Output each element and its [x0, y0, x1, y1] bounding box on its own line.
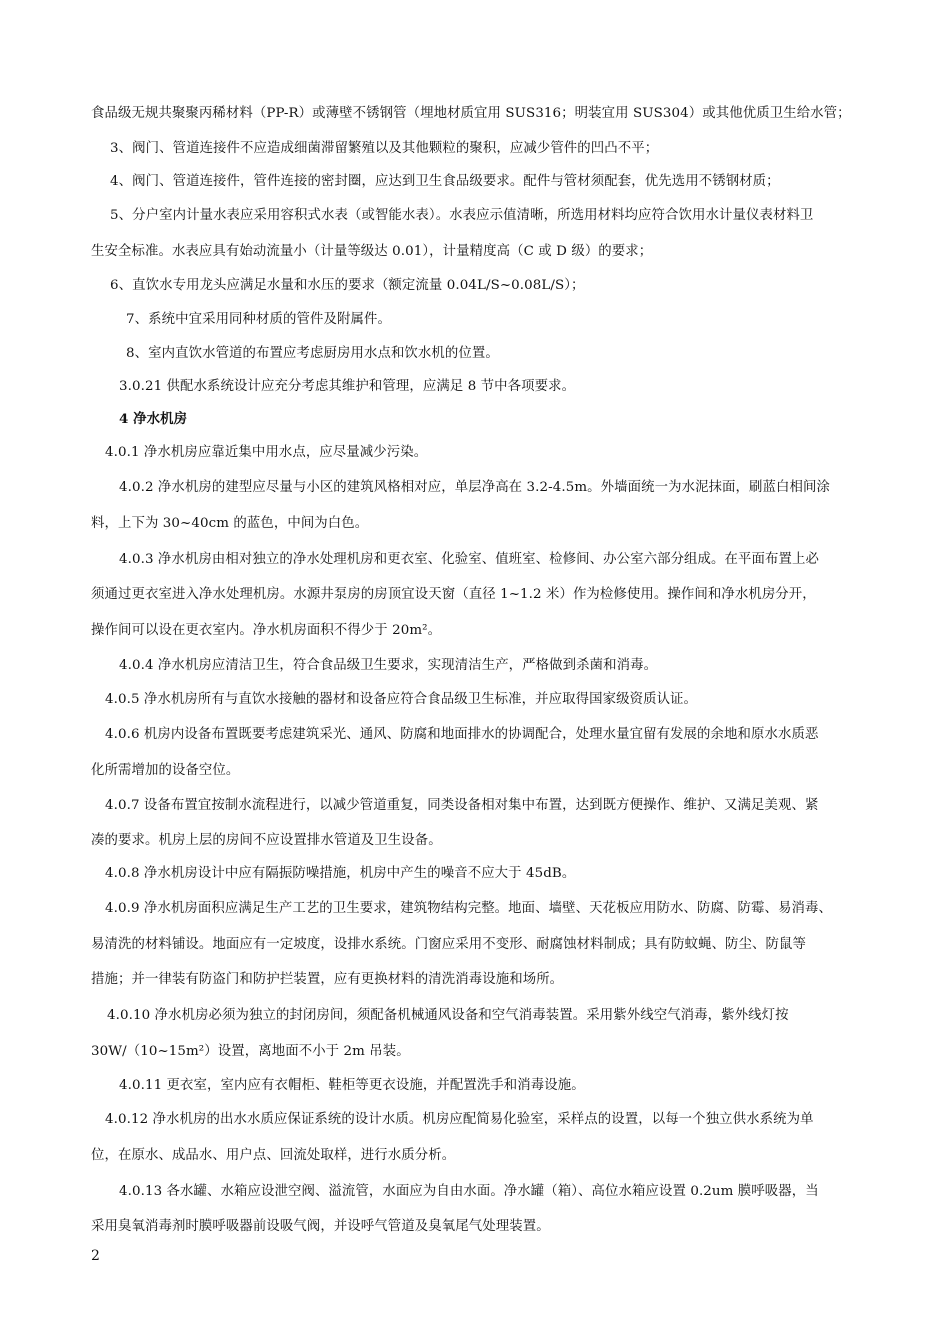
- text-line: 4.0.7 设备布置宜按制水流程进行，以减少管道重复，同类设备相对集中布置，达到既方便操作、维护、又满足美观、紧: [105, 798, 819, 813]
- page-number: 2: [91, 1248, 100, 1264]
- text-line: 生安全标准。水表应具有始动流量小（计量等级达 0.01），计量精度高（C 或 D 级）的要求；: [91, 244, 653, 259]
- text-line: 4、阀门、管道连接件，管件连接的密封圈，应达到卫生食品级要求。配件与管材须配套，优先选用不锈钢材质；: [110, 174, 780, 189]
- text-line: 4.0.4 净水机房应清洁卫生，符合食品级卫生要求，实现清洁生产，严格做到杀菌和消毒。: [119, 658, 658, 673]
- section-heading: 4 净水机房: [119, 411, 188, 427]
- text-line: 须通过更衣室进入净水处理机房。水源井泵房的房顶宜设天窗（直径 1~1.2 米）作为检修使用。操作间和净水机房分开，: [91, 587, 816, 602]
- text-line: 食品级无规共聚聚丙稀材料（PP-R）或薄壁不锈钢管（埋地材质宜用 SUS316；明装宜用 SUS304）或其他优质卫生给水管；: [91, 106, 851, 121]
- text-line: 凑的要求。机房上层的房间不应设置排水管道及卫生设备。: [91, 833, 442, 848]
- text-line: 措施；并一律装有防盗门和防护拦装置，应有更换材料的清洗消毒设施和场所。: [91, 972, 564, 987]
- text-line: 4.0.8 净水机房设计中应有隔振防噪措施，机房中产生的噪音不应大于 45dB。: [105, 866, 576, 881]
- text-line: 5、分户室内计量水表应采用容积式水表（或智能水表）。水表应示值清晰，所选用材料均应符合饮用水计量仪表材料卫: [110, 208, 814, 223]
- text-line: 7、系统中宜采用同种材质的管件及附属件。: [126, 312, 391, 327]
- text-line: 3、阀门、管道连接件不应造成细菌滞留繁殖以及其他颗粒的聚积，应减少管件的凹凸不平；: [110, 141, 659, 156]
- text-line: 4.0.6 机房内设备布置既要考虑建筑采光、通风、防腐和地面排水的协调配合，处理水量宜留有发展的余地和原水水质恶: [105, 727, 819, 742]
- text-line: 4.0.13 各水罐、水箱应设泄空阀、溢流管，水面应为自由水面。净水罐（箱）、高位水箱应设置 0.2um 膜呼吸器，当: [119, 1184, 819, 1199]
- text-line: 4.0.10 净水机房必须为独立的封闭房间，须配备机械通风设备和空气消毒装置。采用紫外线空气消毒，紫外线灯按: [107, 1008, 789, 1023]
- text-line: 4.0.2 净水机房的建型应尽量与小区的建筑风格相对应，单层净高在 3.2-4.5m。外墙面统一为水泥抹面，刷蓝白相间涂: [119, 480, 830, 495]
- text-line: 料，上下为 30~40cm 的蓝色，中间为白色。: [91, 516, 369, 531]
- text-line: 30W/（10~15m²）设置，离地面不小于 2m 吊装。: [91, 1044, 410, 1059]
- text-line: 4.0.3 净水机房由相对独立的净水处理机房和更衣室、化验室、值班室、检修间、办公室六部分组成。在平面布置上必: [119, 552, 819, 567]
- text-line: 化所需增加的设备空位。: [91, 763, 240, 778]
- text-line: 6、直饮水专用龙头应满足水量和水压的要求（额定流量 0.04L/S~0.08L/S）；: [110, 278, 585, 293]
- text-line: 位，在原水、成品水、用户点、回流处取样，进行水质分析。: [91, 1148, 456, 1163]
- text-line: 4.0.12 净水机房的出水水质应保证系统的设计水质。机房应配简易化验室，采样点的设置，以每一个独立供水系统为单: [105, 1112, 814, 1127]
- text-line: 4.0.5 净水机房所有与直饮水接触的器材和设备应符合食品级卫生标准，并应取得国家级资质认证。: [105, 692, 698, 707]
- text-line: 4.0.9 净水机房面积应满足生产工艺的卫生要求，建筑物结构完整。地面、墙壁、天花板应用防水、防腐、防霉、易消毒、: [105, 901, 832, 916]
- text-line: 操作间可以设在更衣室内。净水机房面积不得少于 20m²。: [91, 623, 442, 638]
- text-line: 3.0.21 供配水系统设计应充分考虑其维护和管理，应满足 8 节中各项要求。: [119, 379, 576, 394]
- text-line: 8、室内直饮水管道的布置应考虑厨房用水点和饮水机的位置。: [126, 346, 499, 361]
- text-line: 4.0.11 更衣室，室内应有衣帽柜、鞋柜等更衣设施，并配置洗手和消毒设施。: [119, 1078, 585, 1093]
- text-line: 采用臭氧消毒剂时膜呼吸器前设吸气阀，并设呼气管道及臭氧尾气处理装置。: [91, 1219, 550, 1234]
- text-line: 易清洗的材料铺设。地面应有一定坡度，设排水系统。门窗应采用不变形、耐腐蚀材料制成；具有防蚊蝇、防尘、防鼠等: [91, 937, 806, 952]
- text-line: 4.0.1 净水机房应靠近集中用水点，应尽量减少污染。: [105, 445, 428, 460]
